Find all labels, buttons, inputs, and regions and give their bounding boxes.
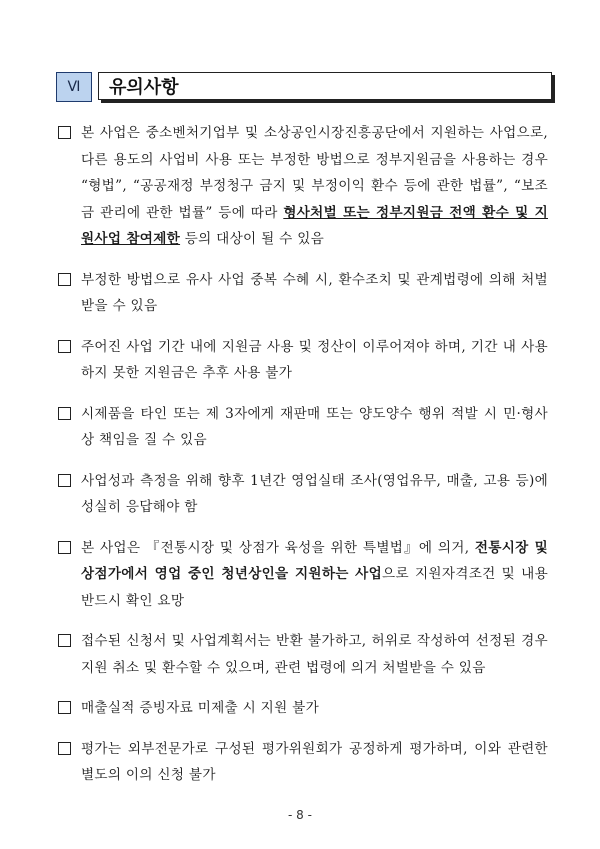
checkbox-icon — [58, 273, 71, 286]
notice-text-run: 본 사업은 중소벤처기업부 및 소상공인시장진흥공단에서 지원하는 사업으로, 다른 용도의 사업비 사용 또는 부정한 방법으로 정부지원금을 사용하는 경우 “형법”, “공공재정 부정청구 금지 및 부정이익 환수 등에 관한 법률”, “보조금 관리에 관한 법률” 등에 따라 — [81, 125, 548, 221]
notice-text — [81, 334, 548, 387]
checkbox-icon — [58, 340, 71, 353]
notice-text — [81, 401, 548, 454]
checkbox-icon — [58, 126, 71, 139]
notice-text-run: 평가는 외부전문가로 구성된 평가위원회가 공정하게 평가하며, 이와 관련한 별도의 이의 신청 불가 — [81, 740, 548, 783]
notice-text — [81, 628, 548, 681]
notice-text — [81, 468, 548, 521]
checkbox-icon — [58, 407, 71, 420]
notice-text-run: 본 사업은 『전통시장 및 상점가 육성을 위한 특별법』에 의거, — [81, 539, 475, 556]
section-number: Ⅵ — [56, 72, 92, 102]
page-number: - 8 - — [288, 808, 312, 822]
checkbox-icon — [58, 541, 71, 554]
notice-text-run: 형사처벌 또는 정부지원금 전액 환수 및 지원사업 참여제한 — [81, 204, 548, 247]
checkbox-icon — [58, 742, 71, 755]
notice-text-run: 주어진 사업 기간 내에 지원금 사용 및 정산이 이루어져야 하며, 기간 내 사용하지 못한 지원금은 추후 사용 불가 — [81, 338, 548, 381]
notice-text-run: 매출실적 증빙자료 미제출 시 지원 불가 — [81, 700, 320, 716]
notice-item — [58, 736, 548, 789]
section-title: 유의사항 — [98, 72, 552, 100]
notice-text — [81, 120, 548, 253]
notice-item — [58, 120, 548, 253]
notice-text — [81, 267, 548, 320]
notice-text — [81, 695, 319, 722]
notice-text-run: 사업성과 측정을 위해 향후 1년간 영업실태 조사(영업유무, 매출, 고용 등)에 성실히 응답해야 함 — [81, 472, 548, 515]
checkbox-icon — [58, 474, 71, 487]
notice-item — [58, 535, 548, 615]
section-header — [56, 72, 552, 102]
notice-text-run: 전통시장 및 상점가에서 영업 중인 청년상인을 지원하는 사업 — [81, 539, 548, 582]
notice-item — [58, 401, 548, 454]
notice-text — [81, 736, 548, 789]
checkbox-icon — [58, 634, 71, 647]
notice-text-run: 으로 지원자격조건 및 내용 반드시 확인 요망 — [81, 566, 549, 609]
notice-text-run: 부정한 방법으로 유사 사업 중복 수혜 시, 환수조치 및 관계법령에 의해 처벌 받을 수 있음 — [81, 271, 548, 314]
checkbox-icon — [58, 701, 71, 714]
notice-text-run: 접수된 신청서 및 사업계획서는 반환 불가하고, 허위로 작성하여 선정된 경우 지원 취소 및 환수할 수 있으며, 관련 법령에 의거 처벌받을 수 있음 — [81, 633, 548, 676]
notice-list — [58, 120, 548, 803]
notice-text-run: 시제품을 타인 또는 제 3자에게 재판매 또는 양도양수 행위 적발 시 민·형사상 책임을 질 수 있음 — [81, 405, 548, 448]
notice-item — [58, 267, 548, 320]
notice-item — [58, 695, 548, 722]
notice-item — [58, 334, 548, 387]
notice-text-run: 등의 대상이 될 수 있음 — [180, 231, 325, 247]
notice-text — [81, 535, 548, 615]
notice-item — [58, 468, 548, 521]
notice-item — [58, 628, 548, 681]
